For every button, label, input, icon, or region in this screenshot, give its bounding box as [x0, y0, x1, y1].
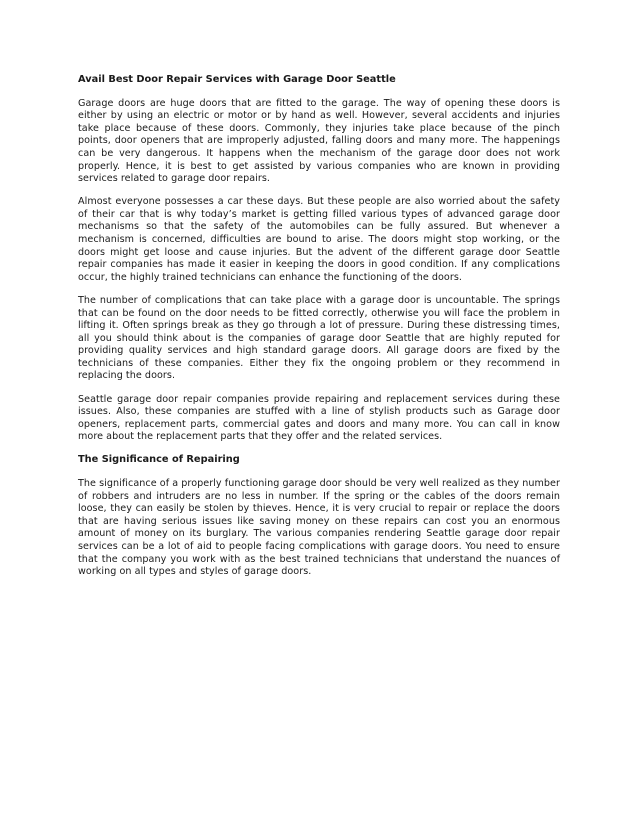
- paragraph-complications: The number of complications that can take place with a garage door is uncountable. The springs that can be found on the door needs to be fitted correctly, otherwise you will face the problem in lifting it. Often springs break as they go through a lot of pressure. During these distressing times, all you should think about is the companies of garage door Seattle that are highly reputed for providing quality services and high standard garage doors. All garage doors are fixed by the technicians of these companies. Either they fix the ongoing problem or they recommend in replacing the doors.: [78, 294, 560, 382]
- document-title: Avail Best Door Repair Services with Garage Door Seattle: [78, 74, 396, 85]
- paragraph-services: Seattle garage door repair companies provide repairing and replacement services during these issues. Also, these companies are stuffed with a line of stylish products such as Garage door openers, replacement parts, commercial gates and doors and many more. You can call in know more about the replacement parts that they offer and the related services.: [78, 393, 560, 443]
- paragraph-car-safety: Almost everyone possesses a car these days. But these people are also worried about the safety of their car that is why today’s market is getting filled various types of advanced garage door mechanisms so that the safety of the automobiles can be fully assured. But whenever a mechanism is concerned, difficulties are bound to arise. The doors might stop working, or the doors might get loose and cause injuries. But the advent of the different garage door Seattle repair companies has made it easier in keeping the doors in good condition. If any complications occur, the highly trained technicians can enhance the functioning of the doors.: [78, 196, 560, 283]
- paragraph-intro: Garage doors are huge doors that are fitted to the garage. The way of opening these doors is either by using an electric or motor or by hand as well. However, several accidents and injuries take place because of these doors. Commonly, they injuries take place because of the pinch points, door openers that are improperly adjusted, falling doors and many more. The happenings can be very dangerous. It happens when the mechanism of the garage door does not work properly. Hence, it is best to get assisted by various companies who are known in providing services related to garage door repairs.: [78, 97, 560, 185]
- section-heading-significance: The Significance of Repairing: [78, 454, 240, 466]
- paragraph-significance: The significance of a properly functioning garage door should be very well realized as they number of robbers and intruders are no less in number. If the spring or the cables of the doors remain loose, they can easily be stolen by thieves. Hence, it is very crucial to repair or replace the doors that are having serious issues like saving money on these repairs can cost you an enormous amount of money on its burglary. The various companies rendering Seattle garage door repair services can be a lot of aid to people facing complications with garage doors. You need to ensure that the company you work with as the best trained technicians that understand the nuances of working on all types and styles of garage doors.: [78, 478, 560, 578]
- document-page: [78, 74, 560, 589]
